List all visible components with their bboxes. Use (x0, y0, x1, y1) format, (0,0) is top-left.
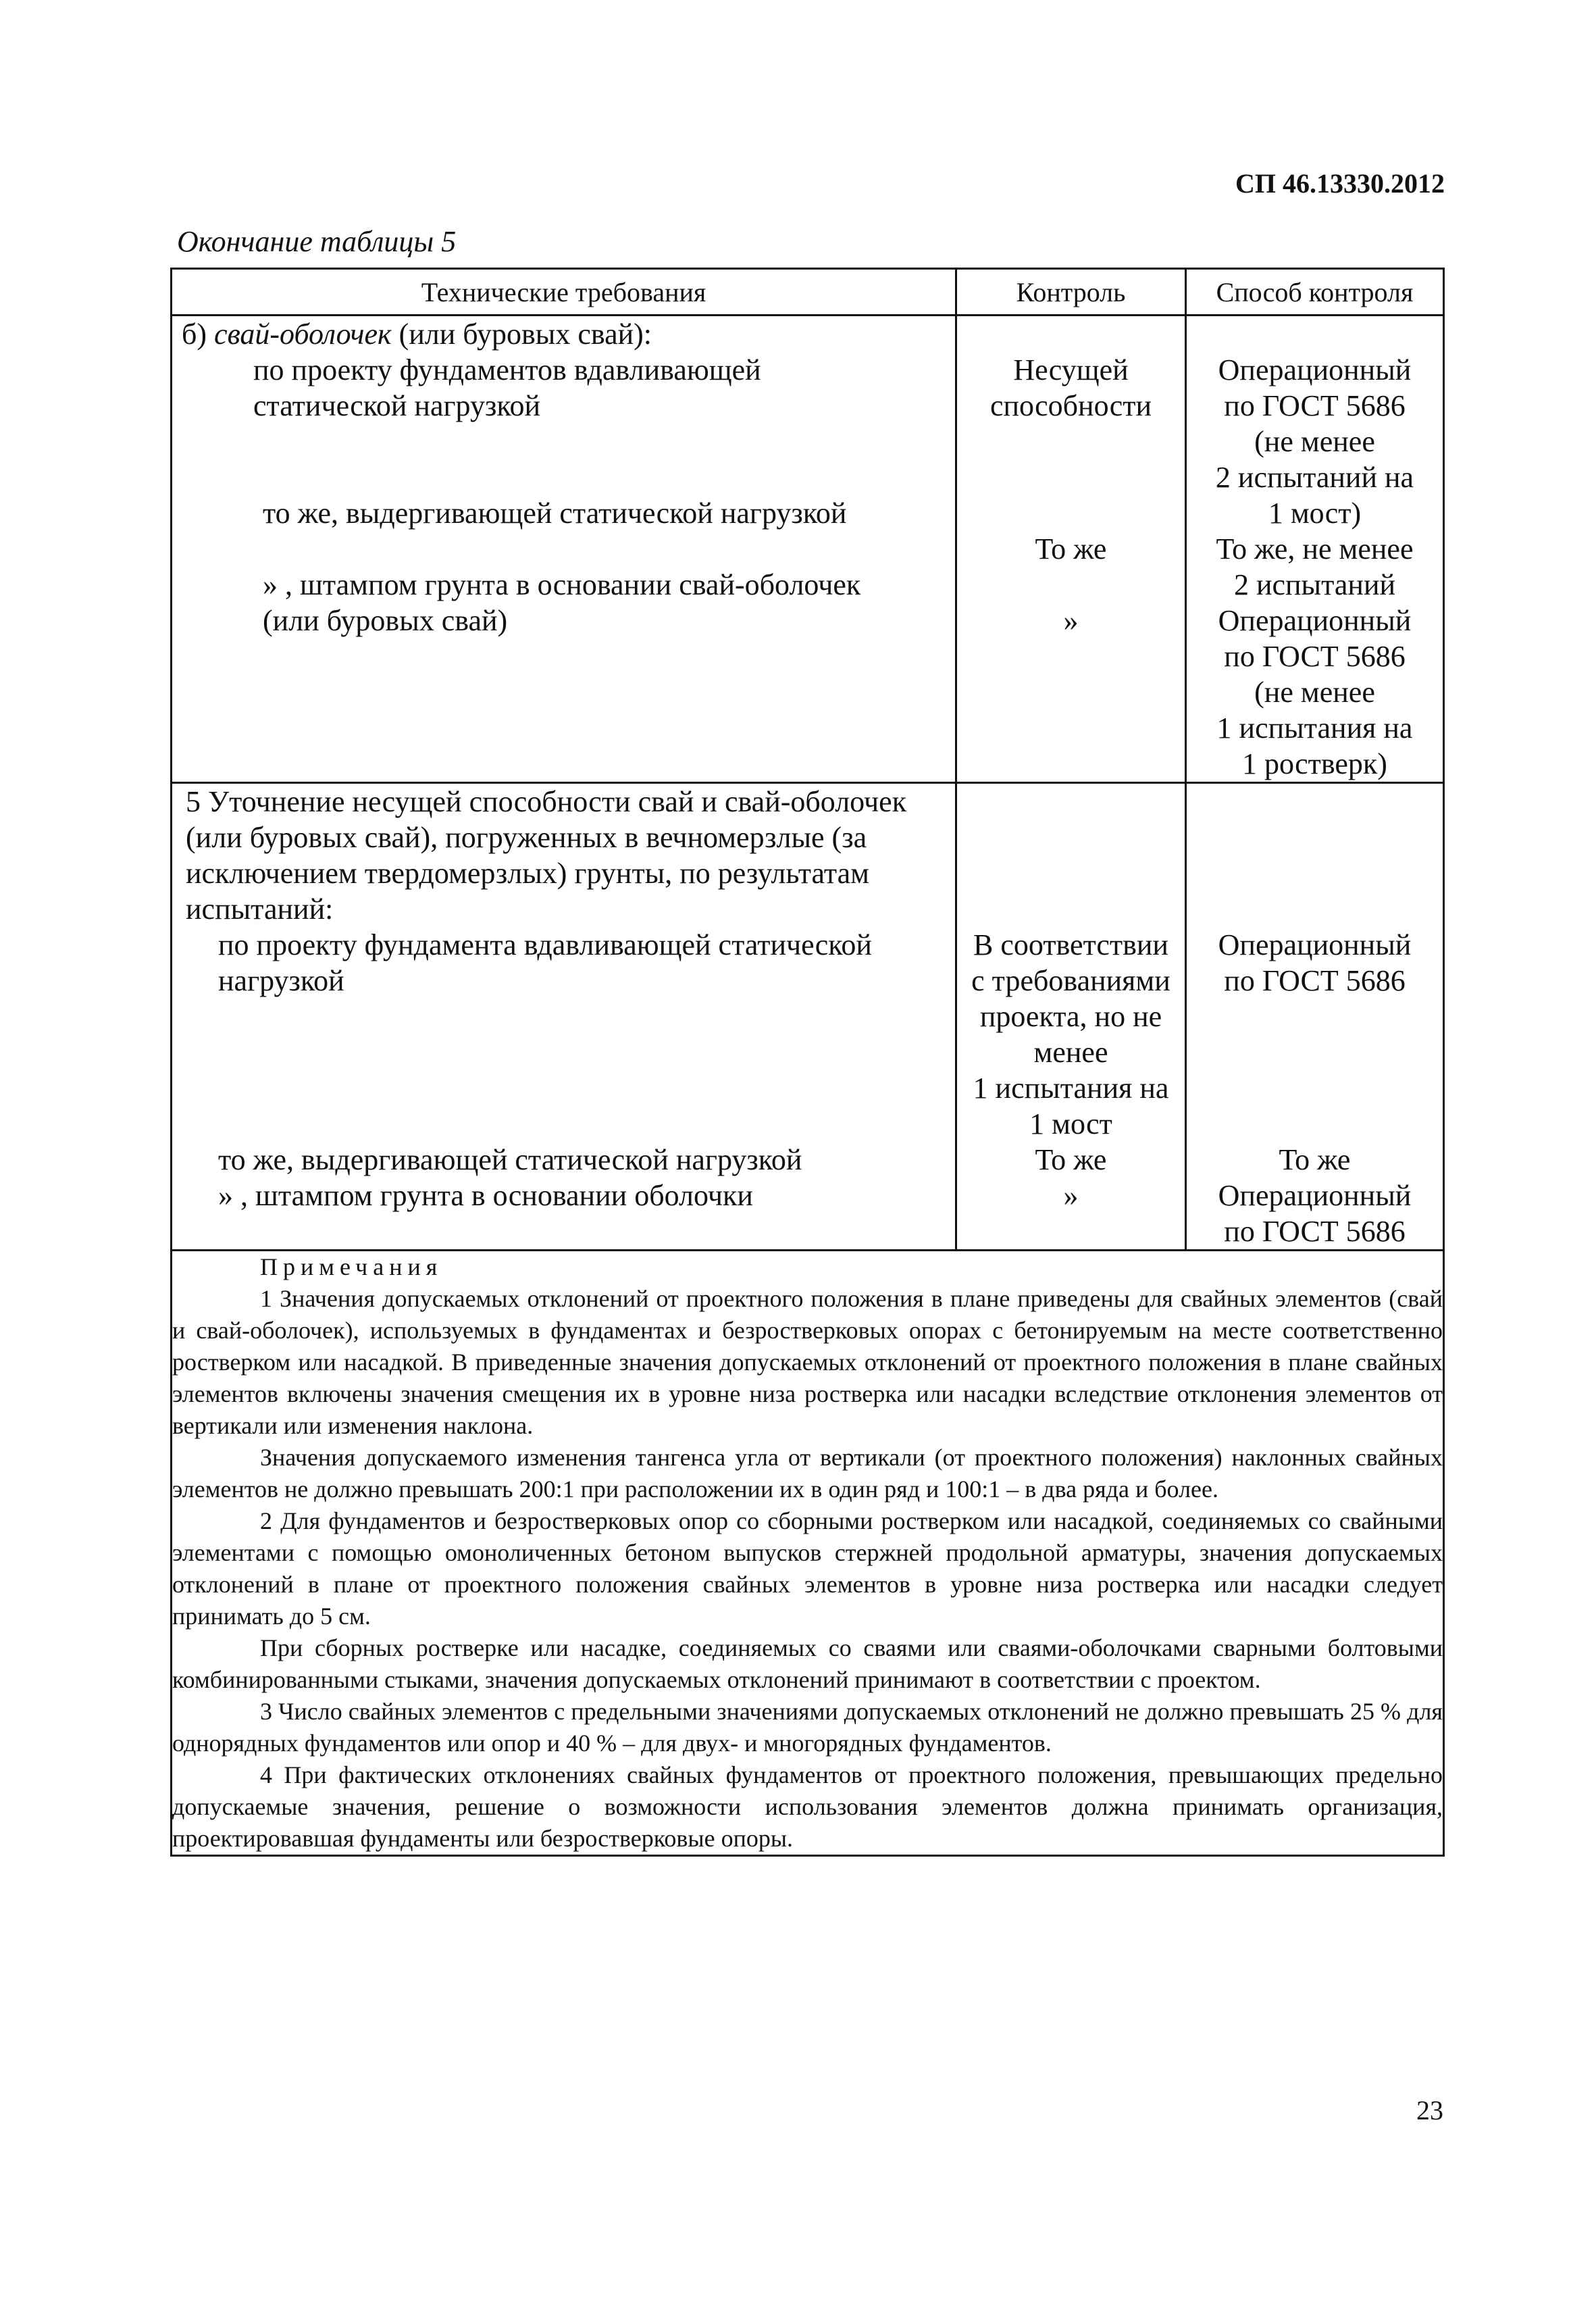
table-row (172, 783, 1444, 1251)
text-line: 1 ростверк) (1242, 747, 1387, 780)
text-line (1187, 316, 1443, 352)
spacer-line (1187, 999, 1443, 1034)
text-line: Операционный (1218, 928, 1412, 961)
text-line: по проекту фундамента вдавливающей статической (218, 928, 872, 961)
text-line: В соответствии (973, 928, 1168, 961)
spacer-line (957, 855, 1185, 891)
text-line: статической нагрузкой (253, 389, 541, 422)
text-line: 2 испытаний (1233, 568, 1396, 601)
control-method-cell (1186, 783, 1444, 1251)
text-line: Операционный (1218, 353, 1412, 386)
text-line: то же, выдергивающей статической нагрузкой (218, 1143, 802, 1176)
text-line: 2 испытаний на (1215, 461, 1414, 494)
text-line: То же (1035, 532, 1107, 565)
spacer-line (957, 424, 1185, 459)
text-line: менее (1033, 1036, 1108, 1069)
spacer-line (172, 1070, 955, 1106)
control-cell (956, 316, 1186, 783)
spacer-line (957, 567, 1185, 603)
text-line: по ГОСТ 5686 (1224, 389, 1406, 422)
control-method-cell (1186, 316, 1444, 783)
text-line (957, 316, 1185, 352)
spacer-line (1187, 855, 1443, 891)
spacer-line (1187, 820, 1443, 855)
spacer-line (957, 820, 1185, 855)
spacer-line (957, 459, 1185, 495)
page-number: 23 (1416, 2095, 1443, 2126)
text-line: » (1063, 604, 1079, 637)
text-line: испытаний: (186, 892, 334, 926)
spacer-line (172, 1034, 955, 1070)
control-cell (956, 783, 1186, 1251)
header-control-method: Способ контроля (1186, 269, 1444, 316)
text-line: (не менее (1254, 676, 1375, 709)
spacer-line (1187, 891, 1443, 927)
spacer-line (1187, 1070, 1443, 1106)
header-control: Контроль (956, 269, 1186, 316)
spacer-line (172, 531, 955, 567)
note-paragraph: 2 Для фундаментов и безростверковых опор со сборными ростверком или насадкой, соединяемых со свайными элементами с помощью омоноличенных бетоном выпусков стержней продольной арматуры, значения допускаемых отклонений в плане от проектного положения свайных элементов в уровне низа ростверка или насадки следует принимать до 5 см. (172, 1507, 1443, 1630)
text-line: по ГОСТ 5686 (1224, 964, 1406, 997)
notes-row (172, 1251, 1444, 1856)
notes-title: Примечания (260, 1253, 443, 1280)
text-line: 5 Уточнение несущей способности свай и свай-оболочек (186, 785, 907, 818)
text-line: по ГОСТ 5686 (1224, 1215, 1406, 1248)
text-line: То же (1279, 1143, 1351, 1176)
text-line: по проекту фундаментов вдавливающей (253, 353, 761, 386)
note-paragraph: 1 Значения допускаемых отклонений от проектного положения в плане приведены для свайных элементов (свай и свай-оболочек), используемых в фундаментах и безростверковых опорах с бетонируемым на месте соответственно ростверком или насадкой. В приведенные значения допускаемых отклонений от проектного положения в плане свайных элементов включены значения смещения их в уровне низа ростверка или насадки вследствие отклонения элементов от вертикали или изменения наклона. (172, 1285, 1443, 1439)
text-line: 1 мост) (1268, 497, 1362, 530)
text-line: То же (1035, 1143, 1107, 1176)
requirements-table (170, 268, 1445, 1857)
note-paragraph: 4 При фактических отклонениях свайных фундаментов от проектного положения, превышающих предельно допускаемые значения, решение о возможности использования элементов должна принимать организация, проектировавшая фундаменты или безростверковые опоры. (172, 1761, 1443, 1852)
text-line: способности (989, 389, 1152, 422)
notes-cell (172, 1251, 1444, 1856)
text-line: Операционный (1218, 604, 1412, 637)
text-line: » , штампом грунта в основании свай-оболочек (263, 568, 861, 601)
text-line: проекта, но не (979, 1000, 1162, 1033)
text-fragment: б) (182, 318, 215, 351)
text-line: 1 испытания на (1216, 711, 1413, 745)
text-line: Операционный (1218, 1179, 1412, 1212)
text-line: (или буровых свай), погруженных в вечномерзлые (за (186, 821, 867, 854)
spacer-line (172, 999, 955, 1034)
spacer-line (172, 424, 955, 459)
text-line: (или буровых свай) (263, 604, 508, 637)
spacer-line (1187, 784, 1443, 820)
text-line: » , штампом грунта в основании оболочки (218, 1179, 753, 1212)
spacer-line (957, 495, 1185, 531)
note-paragraph: При сборных ростверке или насадке, соединяемых со сваями или сваями-оболочками сварными болтовыми комбинированными стыками, значения допускаемых отклонений принимают в соответствии с проектом. (172, 1634, 1443, 1693)
text-line: по ГОСТ 5686 (1224, 640, 1406, 673)
text-line: 1 мост (1029, 1107, 1112, 1140)
header-requirements: Технические требования (172, 269, 956, 316)
text-line: исключением твердомерзлых) грунты, по результатам (186, 857, 870, 890)
requirements-cell (172, 783, 956, 1251)
requirements-cell (172, 316, 956, 783)
text-line: 1 испытания на (973, 1072, 1169, 1105)
document-code: СП 46.13330.2012 (1235, 168, 1445, 199)
note-paragraph: 3 Число свайных элементов с предельными значениями допускаемых отклонений не должно превышать 25 % для однорядных фундаментов или опор и 40 % – для двух- и многорядных фундаментов. (172, 1698, 1443, 1757)
text-line: с требованиями (971, 964, 1170, 997)
table-caption: Окончание таблицы 5 (177, 225, 457, 258)
text-line: То же, не менее (1216, 532, 1414, 565)
spacer-line (1187, 1034, 1443, 1070)
spacer-line (172, 459, 955, 495)
text-line: » (1063, 1179, 1079, 1212)
spacer-line (957, 891, 1185, 927)
text-line (172, 316, 955, 352)
emphasis-text: свай-оболочек (214, 318, 392, 351)
text-line: (не менее (1254, 425, 1375, 458)
table-header-row (172, 269, 1444, 316)
table-row (172, 316, 1444, 783)
spacer-line (957, 784, 1185, 820)
text-line: то же, выдергивающей статической нагрузкой (263, 497, 847, 530)
note-paragraph: Значения допускаемого изменения тангенса угла от вертикали (от проектного положения) наклонных свайных элементов не должно превышать 200:1 при расположении их в один ряд и 100:1 – в два ряда и более. (172, 1444, 1443, 1503)
text-fragment: (или буровых свай): (391, 318, 652, 351)
text-line: нагрузкой (218, 964, 344, 997)
text-line: Несущей (1013, 353, 1129, 386)
spacer-line (172, 1106, 955, 1142)
spacer-line (1187, 1106, 1443, 1142)
